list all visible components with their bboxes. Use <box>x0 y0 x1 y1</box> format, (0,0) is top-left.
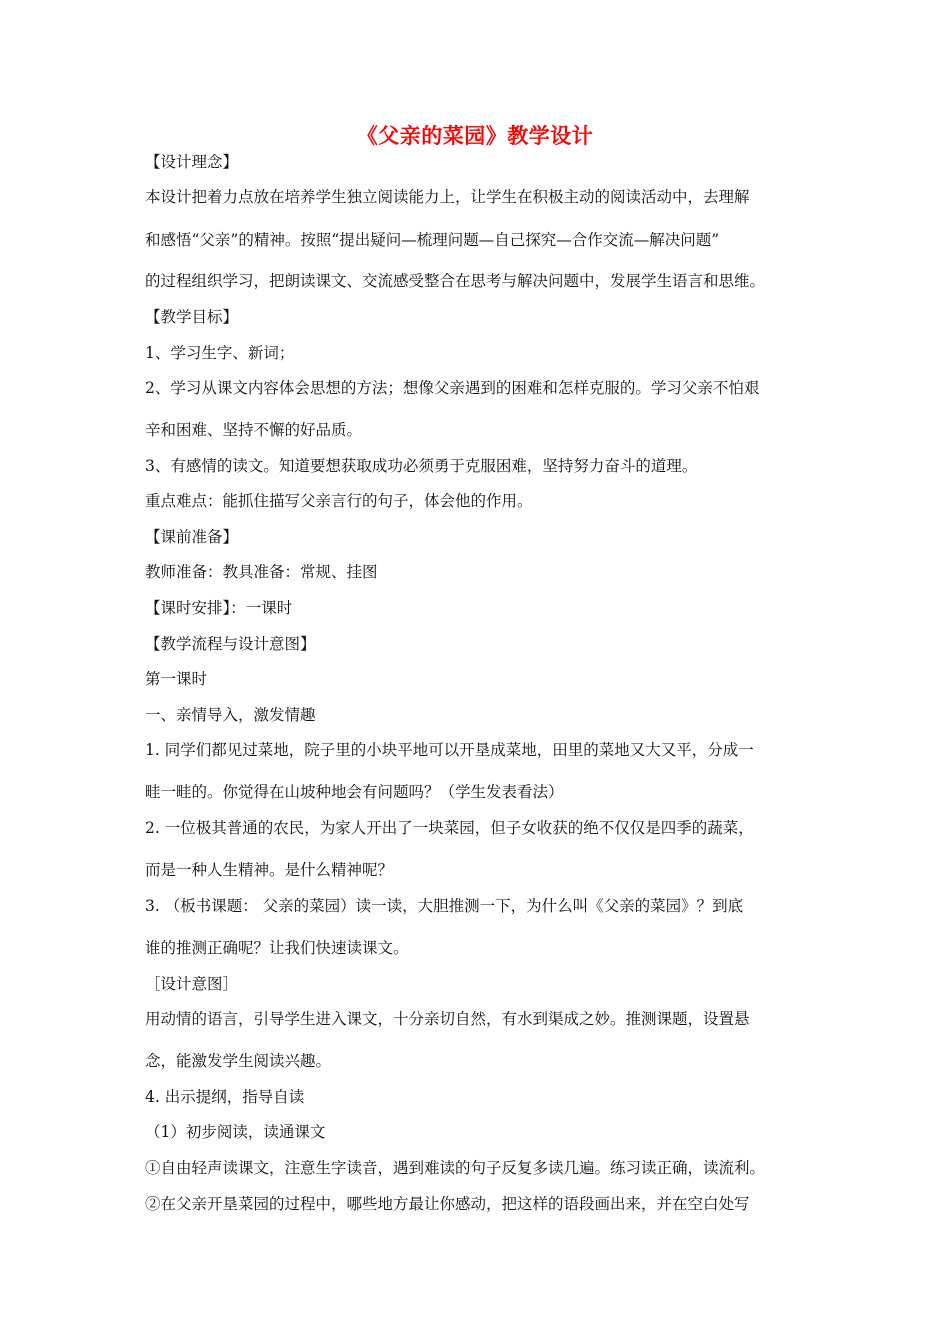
list-item: （1）初步阅读，读通课文 <box>145 1123 326 1141</box>
paragraph-line: 用动情的语言，引导学生进入课文，十分亲切自然，有水到渠成之妙。推测课题，设置悬 <box>145 1010 750 1028</box>
list-item: ②在父亲开垦菜园的过程中，哪些地方最让你感动，把这样的语段画出来，并在空白处写 <box>145 1195 750 1213</box>
list-item: 3、有感情的读文。知道要想获取成功必须勇于克服困难，坚持努力奋斗的道理。 <box>145 457 698 475</box>
section-heading-teaching-goals: 【教学目标】 <box>145 308 239 326</box>
section-heading-preparation: 【课前准备】 <box>145 528 239 546</box>
list-item: 4. 出示提纲，指导自读 <box>145 1088 305 1106</box>
paragraph-line: 念，能激发学生阅读兴趣。 <box>145 1052 332 1070</box>
paragraph-line: 的过程组织学习，把朗读课文、交流感受整合在思考与解决问题中，发展学生语言和思维。 <box>145 272 766 290</box>
section-heading-design-concept: 【设计理念】 <box>145 153 239 171</box>
paragraph-line: 和感悟“父亲”的精神。按照“提出疑问—梳理问题—自己探究—合作交流—解决问题” <box>145 231 720 249</box>
section-heading-schedule: 【课时安排】：一课时 <box>145 599 293 617</box>
list-item: ①自由轻声读课文，注意生字读音，遇到难读的句子反复多读几遍。练习读正确，读流利。 <box>145 1159 766 1177</box>
paragraph-line: 辛和困难、坚持不懈的好品质。 <box>145 421 363 439</box>
paragraph-line: 教师准备：教具准备：常规、挂图 <box>145 563 378 581</box>
subsection-heading: 一、亲情导入，激发情趣 <box>145 706 316 724</box>
paragraph-line: 重点难点：能抓住描写父亲言行的句子，体会他的作用。 <box>145 492 533 510</box>
paragraph-line: 谁的推测正确呢？让我们快速读课文。 <box>145 939 409 957</box>
paragraph-line: 畦一畦的。你觉得在山坡种地会有问题吗？（学生发表看法） <box>145 783 564 801</box>
paragraph-line: 第一课时 <box>145 670 208 688</box>
list-item: 2. 一位极其普通的农民，为家人开出了一块菜园，但子女收获的绝不仅仅是四季的蔬菜， <box>145 819 754 837</box>
section-heading-process: 【教学流程与设计意图】 <box>145 635 316 653</box>
paragraph-line: 本设计把着力点放在培养学生独立阅读能力上，让学生在积极主动的阅读活动中，去理解 <box>145 188 750 206</box>
design-intent-label: ［设计意图］ <box>145 975 239 993</box>
document-title: 《父亲的菜园》教学设计 <box>356 123 594 148</box>
list-item: 2、学习从课文内容体会思想的方法；想像父亲遇到的困难和怎样克服的。学习父亲不怕艰 <box>145 379 760 397</box>
list-item: 3. （板书课题： 父亲的菜园）读一读，大胆推测一下，为什么叫《父亲的菜园》？到底 <box>145 897 744 915</box>
paragraph-line: 而是一种人生精神。是什么精神呢？ <box>145 861 394 879</box>
list-item: 1、学习生字、新词； <box>145 344 295 362</box>
list-item: 1. 同学们都见过菜地，院子里的小块平地可以开垦成菜地，田里的菜地又大又平，分成一 <box>145 741 754 759</box>
